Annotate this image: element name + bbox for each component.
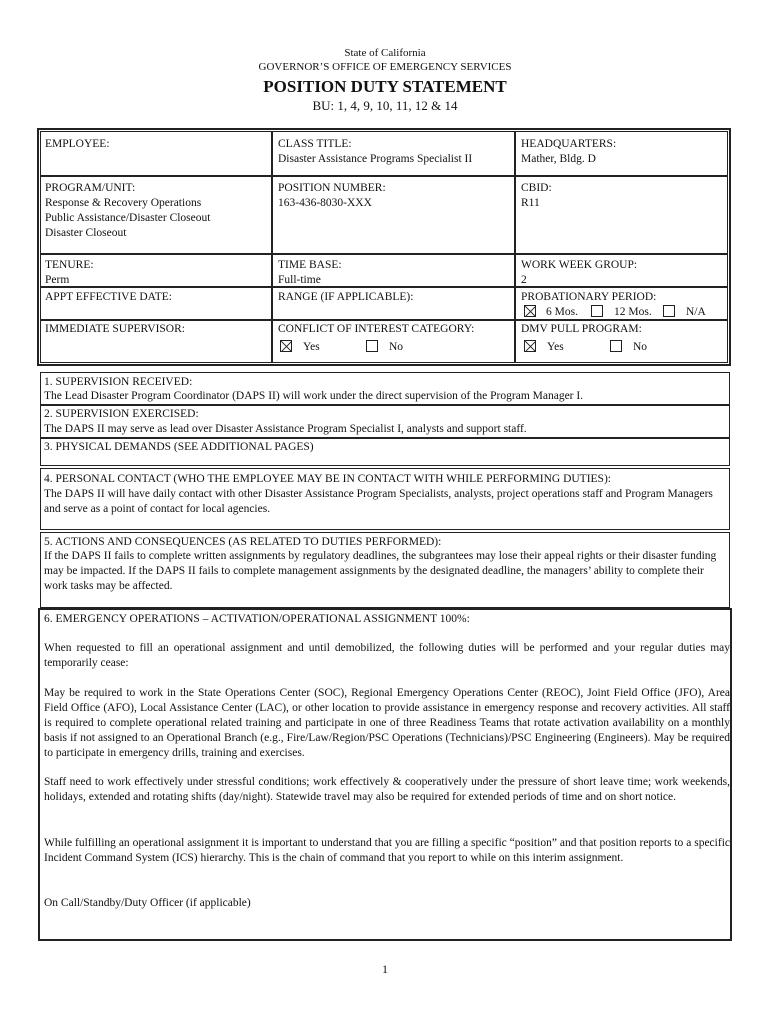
section-6-paragraph-1: When requested to fill an operational assignment and until demobilized, the following duties will be performed and your regular duties may temporarily cease:: [44, 642, 730, 669]
section-6-paragraph-4: While fulfilling an operational assignment it is important to understand that you are filling a specific “position” and that position reports to a specific Incident Command System (ICS) hierarchy. This is the chain of command that you report to while on this interim assignment.: [44, 837, 730, 864]
section-5-body: If the DAPS II fails to complete written assignments by regulatory deadlines, the subgrantees may lose their appeal rights or their disaster funding may be impacted. If the DAPS II fails to complete management assignments by the designated deadline, the managers’ ability to complete their work tasks may be affected.: [44, 550, 717, 592]
time-base-label: TIME BASE:: [278, 259, 342, 271]
probation-na-checkbox[interactable]: [663, 305, 675, 317]
conflict-no-checkbox[interactable]: [366, 340, 378, 352]
program-line-2: Public Assistance/Disaster Closeout: [45, 212, 211, 224]
state-heading: State of California: [344, 47, 426, 59]
class-title-value: Disaster Assistance Programs Specialist II: [278, 153, 473, 165]
time-base-value: Full-time: [278, 274, 321, 286]
cbid-value: R11: [521, 197, 540, 209]
dmv-no-label: No: [633, 341, 648, 353]
program-line-1: Response & Recovery Operations: [45, 197, 202, 209]
dmv-label: DMV PULL PROGRAM:: [521, 323, 642, 335]
work-week-value: 2: [521, 274, 527, 286]
range-label: RANGE (IF APPLICABLE):: [278, 291, 414, 303]
probation-6-label: 6 Mos.: [546, 306, 578, 318]
document-title: POSITION DUTY STATEMENT: [263, 77, 507, 96]
section-2-body: The DAPS II may serve as lead over Disaster Assistance Program Specialist I, analysts and support staff.: [44, 423, 527, 435]
cbid-label: CBID:: [521, 182, 552, 194]
bargaining-units: BU: 1, 4, 9, 10, 11, 12 & 14: [312, 98, 458, 113]
section-6-paragraph-2: May be required to work in the State Operations Center (SOC), Regional Emergency Operations Center (REOC), Joint Field Office (JFO), Area Field Office (AFO), Local Assistance Center (LAC), or other location to provide assistance in emergency response and recovery activities. All staff is required to complete operational related training and participate in one of three Readiness Teams that rotate activation availability on a monthly basis if not assigned to an Operational Branch (e.g., Fire/Law/Region/PSC Operations (Technicians)/PSC Engineering (Engineers). May be required to participate in emergency drills, training and exercises.: [44, 687, 730, 759]
probation-12-label: 12 Mos.: [614, 306, 652, 318]
conflict-label: CONFLICT OF INTEREST CATEGORY:: [278, 323, 475, 335]
dmv-yes-label: Yes: [547, 341, 564, 353]
supervisor-label: IMMEDIATE SUPERVISOR:: [45, 323, 185, 335]
page-number: 1: [382, 962, 388, 976]
position-number-value: 163-436-8030-XXX: [278, 197, 372, 209]
dmv-no-checkbox[interactable]: [610, 340, 622, 352]
section-1-title: 1. SUPERVISION RECEIVED:: [44, 376, 193, 388]
program-line-3: Disaster Closeout: [45, 227, 127, 239]
probation-label: PROBATIONARY PERIOD:: [521, 291, 657, 303]
section-3-title: 3. PHYSICAL DEMANDS (SEE ADDITIONAL PAGES): [44, 441, 314, 453]
headquarters-value: Mather, Bldg. D: [521, 153, 596, 165]
conflict-no-label: No: [389, 341, 404, 353]
conflict-yes-label: Yes: [303, 341, 320, 353]
section-2-title: 2. SUPERVISION EXERCISED:: [44, 408, 199, 420]
work-week-label: WORK WEEK GROUP:: [521, 259, 638, 271]
office-heading: GOVERNOR’S OFFICE OF EMERGENCY SERVICES: [258, 61, 512, 73]
section-6-paragraph-3: Staff need to work effectively under stressful conditions; work effectively & cooperatively under the pressure of short leave time; work weekends, holidays, extended and rotating shifts (day/night). Statewide travel may also be required for extended periods of time and on short notice.: [44, 776, 730, 803]
section-6-paragraph-5: On Call/Standby/Duty Officer (if applicable): [44, 897, 251, 909]
position-number-label: POSITION NUMBER:: [278, 182, 386, 194]
section-4-title: 4. PERSONAL CONTACT (WHO THE EMPLOYEE MAY BE IN CONTACT WITH WHILE PERFORMING DUTIES):: [44, 473, 611, 485]
probation-na-label: N/A: [686, 306, 706, 318]
dmv-yes-checkbox[interactable]: [524, 340, 536, 352]
section-4-body: The DAPS II will have daily contact with other Disaster Assistance Program Specialists, analysts, project operations staff and Program Managers and serve as a point of contact for local agencies.: [44, 488, 713, 515]
class-title-label: CLASS TITLE:: [278, 138, 352, 150]
conflict-yes-checkbox[interactable]: [280, 340, 292, 352]
appt-date-label: APPT EFFECTIVE DATE:: [45, 291, 172, 303]
section-1-body: The Lead Disaster Program Coordinator (DAPS II) will work under the direct supervision of the Program Manager I.: [44, 390, 584, 402]
employee-label: EMPLOYEE:: [45, 138, 110, 150]
program-label: PROGRAM/UNIT:: [45, 182, 136, 194]
section-5-title: 5. ACTIONS AND CONSEQUENCES (AS RELATED TO DUTIES PERFORMED):: [44, 536, 442, 548]
headquarters-label: HEADQUARTERS:: [521, 138, 617, 150]
tenure-value: Perm: [45, 274, 70, 286]
probation-6-checkbox[interactable]: [524, 305, 536, 317]
tenure-label: TENURE:: [45, 259, 94, 271]
probation-12-checkbox[interactable]: [591, 305, 603, 317]
section-6-title: 6. EMERGENCY OPERATIONS – ACTIVATION/OPERATIONAL ASSIGNMENT 100%:: [44, 613, 470, 625]
